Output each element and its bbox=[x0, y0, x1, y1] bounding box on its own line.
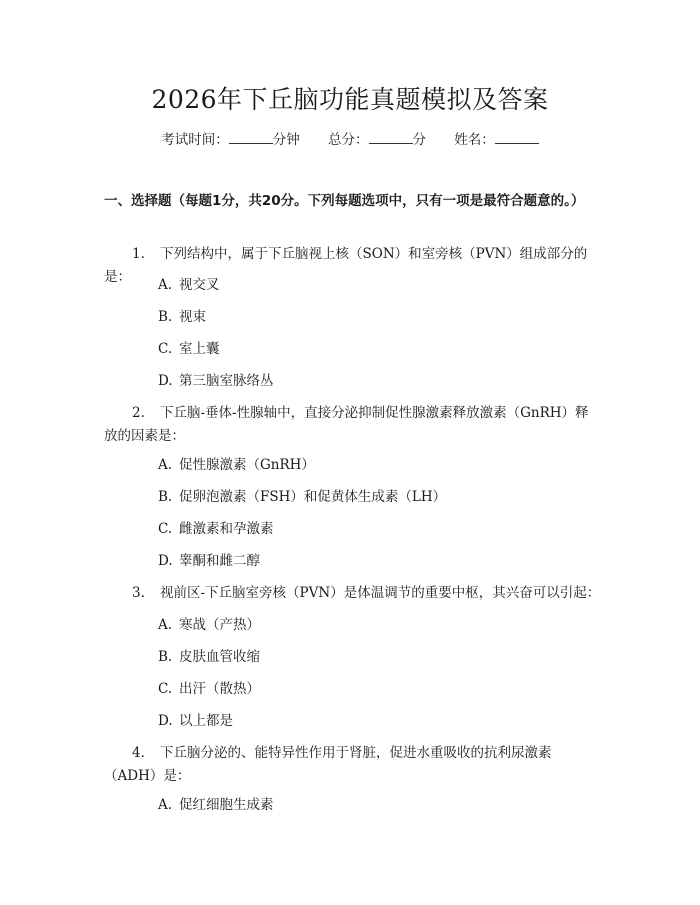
option-1d bbox=[158, 371, 274, 391]
option-letter: D. bbox=[158, 713, 173, 729]
option-letter: A. bbox=[158, 797, 173, 813]
question-4 bbox=[104, 742, 602, 788]
exam-time bbox=[161, 130, 300, 150]
option-letter: C. bbox=[158, 681, 173, 697]
option-letter: A. bbox=[158, 277, 173, 293]
option-letter: D. bbox=[158, 373, 173, 389]
question-number: 1. bbox=[132, 246, 145, 262]
exam-meta bbox=[0, 130, 700, 150]
option-text: 室上囊 bbox=[179, 341, 220, 357]
page-title: 2026年下丘脑功能真题模拟及答案 bbox=[151, 85, 549, 114]
question-number: 3. bbox=[132, 585, 145, 601]
option-letter: B. bbox=[158, 649, 173, 665]
exam-name-blank bbox=[495, 131, 539, 144]
option-letter: B. bbox=[158, 489, 173, 505]
option-letter: B. bbox=[158, 309, 173, 325]
exam-time-blank bbox=[229, 131, 273, 144]
exam-time-unit: 分钟 bbox=[272, 132, 300, 148]
option-3b bbox=[158, 647, 260, 667]
question-text: 下丘脑-垂体-性腺轴中，直接分泌抑制促性腺激素释放激素（GnRH）释放的因素是： bbox=[104, 405, 589, 444]
option-letter: A. bbox=[158, 457, 173, 473]
option-2c bbox=[158, 519, 274, 539]
question-number: 4. bbox=[132, 745, 145, 761]
section-heading: 一、选择题（每题1分，共20分。下列每题选项中，只有一项是最符合题意的。） bbox=[104, 193, 585, 209]
option-letter: C. bbox=[158, 341, 173, 357]
option-1b bbox=[158, 307, 206, 327]
question-number: 2. bbox=[132, 405, 145, 421]
option-1a bbox=[158, 275, 220, 295]
question-text: 下丘脑分泌的、能特异性作用于肾脏，促进水重吸收的抗利尿激素（ADH）是： bbox=[104, 745, 552, 784]
option-letter: C. bbox=[158, 521, 173, 537]
exam-score-label: 总分： bbox=[328, 132, 369, 148]
option-letter: A. bbox=[158, 617, 173, 633]
question-text: 下列结构中，属于下丘脑视上核（SON）和室旁核（PVN）组成部分的是： bbox=[104, 246, 588, 285]
option-text: 寒战（产热） bbox=[179, 617, 260, 633]
exam-name-label: 姓名： bbox=[454, 132, 495, 148]
question-3 bbox=[104, 582, 602, 605]
option-1c bbox=[158, 339, 220, 359]
question-text: 视前区-下丘脑室旁核（PVN）是体温调节的重要中枢，其兴奋可以引起： bbox=[160, 585, 601, 601]
option-3c bbox=[158, 679, 260, 699]
option-text: 睾酮和雌二醇 bbox=[179, 553, 260, 569]
option-letter: D. bbox=[158, 553, 173, 569]
option-text: 视交叉 bbox=[179, 277, 220, 293]
option-3a bbox=[158, 615, 260, 635]
option-text: 促性腺激素（GnRH） bbox=[179, 457, 315, 473]
exam-score-unit: 分 bbox=[412, 132, 426, 148]
exam-score bbox=[328, 130, 426, 150]
option-text: 雌激素和孕激素 bbox=[179, 521, 274, 537]
option-text: 第三脑室脉络丛 bbox=[179, 373, 274, 389]
exam-time-label: 考试时间： bbox=[161, 132, 229, 148]
exam-name bbox=[454, 130, 539, 150]
option-text: 促卵泡激素（FSH）和促黄体生成素（LH） bbox=[179, 489, 447, 505]
option-text: 促红细胞生成素 bbox=[179, 797, 274, 813]
exam-score-blank bbox=[369, 131, 413, 144]
option-text: 视束 bbox=[179, 309, 206, 325]
question-2 bbox=[104, 402, 602, 448]
option-2d bbox=[158, 551, 260, 571]
option-2a bbox=[158, 455, 315, 475]
option-text: 以上都是 bbox=[179, 713, 233, 729]
option-text: 皮肤血管收缩 bbox=[179, 649, 260, 665]
option-text: 出汗（散热） bbox=[179, 681, 260, 697]
option-2b bbox=[158, 487, 446, 507]
option-4a bbox=[158, 795, 274, 815]
option-3d bbox=[158, 711, 233, 731]
